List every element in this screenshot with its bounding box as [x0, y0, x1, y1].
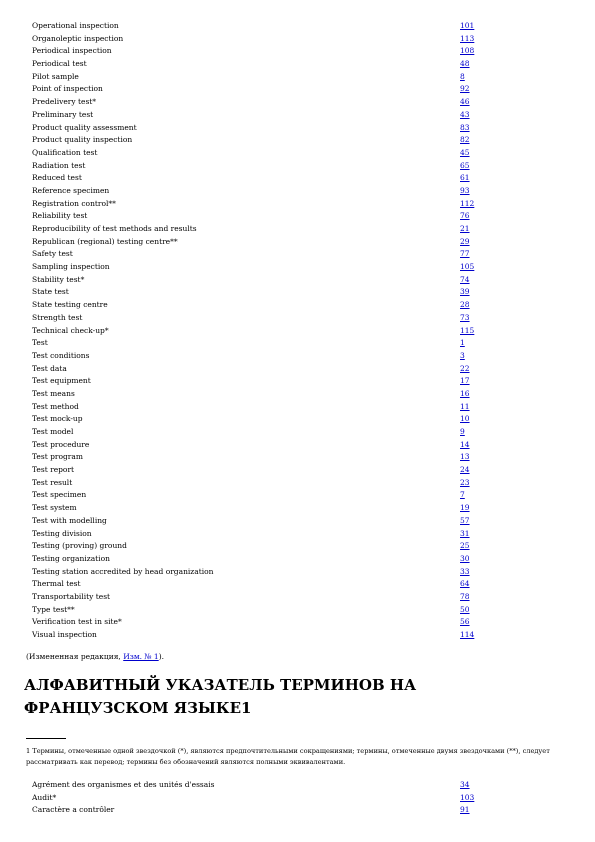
- index-row: [32, 629, 482, 642]
- index-row: [32, 779, 482, 792]
- index-term: Test mock-up: [32, 414, 83, 424]
- index-term: Testing (proving) ground: [32, 541, 127, 551]
- index-number-link[interactable]: 91: [460, 805, 470, 815]
- index-term: Organoleptic inspection: [32, 33, 124, 43]
- index-number-link[interactable]: 3: [460, 350, 465, 360]
- index-row: [32, 58, 482, 71]
- index-row: [32, 350, 482, 363]
- amendment-link[interactable]: Изм. № 1: [123, 652, 159, 661]
- index-row: [32, 274, 482, 287]
- amendment-note-suffix: ).: [158, 652, 165, 661]
- index-number-link[interactable]: 7: [460, 490, 465, 500]
- index-row: [32, 451, 482, 464]
- index-term: Reduced test: [32, 173, 82, 183]
- index-row: [32, 198, 482, 211]
- index-term: Operational inspection: [32, 21, 119, 30]
- index-number-link[interactable]: 82: [460, 135, 470, 145]
- french-term-index: [32, 779, 482, 817]
- index-row: [32, 464, 482, 477]
- index-number-link[interactable]: 19: [460, 503, 470, 513]
- index-row: [32, 388, 482, 401]
- index-row: [32, 147, 482, 160]
- index-number-link[interactable]: 108: [460, 46, 475, 56]
- index-row: [32, 160, 482, 173]
- index-row: [32, 604, 482, 617]
- index-number-link[interactable]: 1: [460, 338, 465, 348]
- index-term: Sampling inspection: [32, 262, 110, 272]
- index-term: Test means: [32, 388, 75, 398]
- index-number-link[interactable]: 33: [460, 566, 470, 576]
- index-number-link[interactable]: 25: [460, 541, 470, 551]
- index-number-link[interactable]: 30: [460, 553, 470, 563]
- index-row: [32, 45, 482, 58]
- index-number-link[interactable]: 77: [460, 249, 470, 259]
- index-row: [32, 792, 482, 805]
- index-term: Predelivery test*: [32, 97, 97, 107]
- index-term: State testing centre: [32, 300, 108, 310]
- index-row: [32, 261, 482, 274]
- index-number-link[interactable]: 50: [460, 604, 470, 614]
- index-number-link[interactable]: 74: [460, 274, 470, 284]
- index-row: [32, 286, 482, 299]
- index-number-link[interactable]: 28: [460, 300, 470, 310]
- index-row: [32, 33, 482, 46]
- footnote-separator: [26, 738, 66, 739]
- index-term: Verification test in site*: [32, 617, 122, 627]
- index-term: Test method: [32, 401, 79, 411]
- index-term: Test procedure: [32, 439, 90, 449]
- index-number-link[interactable]: 39: [460, 287, 470, 297]
- index-number-link[interactable]: 113: [460, 33, 475, 43]
- index-row: [32, 299, 482, 312]
- index-term: State test: [32, 287, 69, 297]
- index-row: [32, 363, 482, 376]
- index-term: Thermal test: [32, 579, 81, 589]
- index-term: Pilot sample: [32, 71, 79, 81]
- index-number-link[interactable]: 65: [460, 160, 470, 170]
- index-term: Reproducibility of test methods and results: [32, 224, 197, 233]
- index-row: [32, 325, 482, 338]
- index-row: [32, 210, 482, 223]
- index-term: Visual inspection: [32, 630, 97, 639]
- index-term: Preliminary test: [32, 109, 94, 119]
- index-number-link[interactable]: 31: [460, 528, 470, 538]
- index-number-link[interactable]: 11: [460, 401, 470, 411]
- index-row: [32, 401, 482, 414]
- index-number-link[interactable]: 29: [460, 236, 470, 246]
- index-term: Transportability test: [32, 591, 111, 601]
- index-row: [32, 413, 482, 426]
- index-number-link[interactable]: 105: [460, 262, 475, 272]
- index-number-link[interactable]: 10: [460, 414, 470, 424]
- index-row: [32, 134, 482, 147]
- index-row: [32, 122, 482, 135]
- index-term: Strength test: [32, 312, 83, 322]
- index-number-link[interactable]: 64: [460, 579, 470, 589]
- index-number-link[interactable]: 46: [460, 97, 470, 107]
- index-row: [32, 515, 482, 528]
- index-term: Test conditions: [32, 350, 90, 360]
- index-number-link[interactable]: 9: [460, 427, 465, 436]
- index-term: Reference specimen: [32, 185, 110, 195]
- index-number-link[interactable]: 76: [460, 211, 470, 221]
- index-row: [32, 236, 482, 249]
- amendment-note-prefix: (Измененная редакция,: [26, 652, 124, 661]
- index-row: [32, 83, 482, 96]
- amendment-note: [26, 652, 164, 661]
- index-term: Test equipment: [32, 376, 91, 386]
- index-number-link[interactable]: 17: [460, 376, 470, 386]
- index-term: Test specimen: [32, 490, 87, 500]
- index-term: Audit*: [32, 792, 57, 802]
- index-number-link[interactable]: 114: [460, 630, 475, 639]
- index-term: Test result: [32, 477, 73, 487]
- index-term: Safety test: [32, 249, 73, 259]
- section-heading: АЛФАВИТНЫЙ УКАЗАТЕЛЬ ТЕРМИНОВ НА ФРАНЦУЗСКОМ ЯЗЫКЕ1: [24, 676, 417, 717]
- index-number-link[interactable]: 83: [460, 122, 470, 132]
- index-term: Periodical inspection: [32, 46, 112, 56]
- index-number-link[interactable]: 45: [460, 147, 470, 157]
- index-row: [32, 591, 482, 604]
- index-number-link[interactable]: 24: [460, 465, 470, 475]
- index-row: [32, 109, 482, 122]
- index-term: Republican (regional) testing centre**: [32, 236, 178, 246]
- index-term: Stability test*: [32, 274, 85, 284]
- index-number-link[interactable]: 14: [460, 439, 470, 449]
- index-term: Type test**: [32, 604, 75, 614]
- index-row: [32, 312, 482, 325]
- english-term-index: [32, 20, 482, 642]
- index-number-link[interactable]: 34: [460, 780, 470, 789]
- index-number-link[interactable]: 73: [460, 312, 470, 322]
- index-row: [32, 248, 482, 261]
- index-row: [32, 20, 482, 33]
- index-row: [32, 540, 482, 553]
- index-term: Test: [32, 338, 48, 348]
- index-term: Product quality inspection: [32, 135, 133, 145]
- index-row: [32, 223, 482, 236]
- index-term: Radiation test: [32, 160, 86, 170]
- index-number-link[interactable]: 48: [460, 59, 470, 69]
- index-row: [32, 337, 482, 350]
- index-term: Caractère a contrôler: [32, 805, 115, 815]
- index-row: [32, 96, 482, 109]
- index-term: Test with modelling: [32, 515, 107, 525]
- index-number-link[interactable]: 57: [460, 515, 470, 525]
- index-term: Point of inspection: [32, 84, 103, 94]
- index-row: [32, 566, 482, 579]
- index-number-link[interactable]: 103: [460, 792, 475, 802]
- index-row: [32, 477, 482, 490]
- index-number-link[interactable]: 101: [460, 21, 475, 30]
- index-number-link[interactable]: 13: [460, 452, 470, 462]
- index-term: Product quality assessment: [32, 122, 137, 132]
- index-term: Test system: [32, 503, 77, 513]
- index-term: Testing division: [32, 528, 92, 538]
- index-number-link[interactable]: 56: [460, 617, 470, 627]
- index-row: [32, 439, 482, 452]
- index-term: Testing organization: [32, 553, 110, 563]
- index-number-link[interactable]: 23: [460, 477, 470, 487]
- index-term: Registration control**: [32, 198, 116, 208]
- index-number-link[interactable]: 93: [460, 185, 470, 195]
- index-term: Reliability test: [32, 211, 88, 221]
- index-row: [32, 375, 482, 388]
- index-term: Agrément des organismes et des unités d'essais: [32, 780, 215, 789]
- index-term: Technical check-up*: [32, 325, 109, 335]
- index-row: [32, 502, 482, 515]
- index-term: Test report: [32, 465, 75, 475]
- index-row: [32, 71, 482, 84]
- index-number-link[interactable]: 21: [460, 224, 470, 233]
- index-number-link[interactable]: 16: [460, 388, 470, 398]
- index-number-link[interactable]: 61: [460, 173, 470, 183]
- index-number-link[interactable]: 112: [460, 198, 475, 208]
- index-row: [32, 185, 482, 198]
- index-term: Periodical test: [32, 59, 87, 69]
- index-number-link[interactable]: 115: [460, 325, 475, 335]
- index-term: Test model: [32, 427, 74, 436]
- index-row: [32, 616, 482, 629]
- index-number-link[interactable]: 92: [460, 84, 470, 94]
- index-row: [32, 804, 482, 817]
- index-number-link[interactable]: 8: [460, 71, 465, 81]
- index-row: [32, 528, 482, 541]
- index-term: Testing station accredited by head organization: [32, 566, 214, 576]
- index-row: [32, 578, 482, 591]
- index-number-link[interactable]: 78: [460, 591, 470, 601]
- index-number-link[interactable]: 43: [460, 109, 470, 119]
- index-row: [32, 553, 482, 566]
- index-term: Qualification test: [32, 147, 98, 157]
- footnote: 1 Термины, отмеченные одной звездочкой (*), являются предпочтительными сокращениями; термины, отмеченные двумя звездочками (**), следует рассматривать как перевод; термины без обозначений являются полными эквивалентами.: [26, 747, 550, 766]
- index-number-link[interactable]: 22: [460, 363, 470, 373]
- index-term: Test data: [32, 363, 67, 373]
- index-row: [32, 426, 482, 439]
- index-row: [32, 489, 482, 502]
- index-row: [32, 172, 482, 185]
- index-term: Test program: [32, 452, 83, 462]
